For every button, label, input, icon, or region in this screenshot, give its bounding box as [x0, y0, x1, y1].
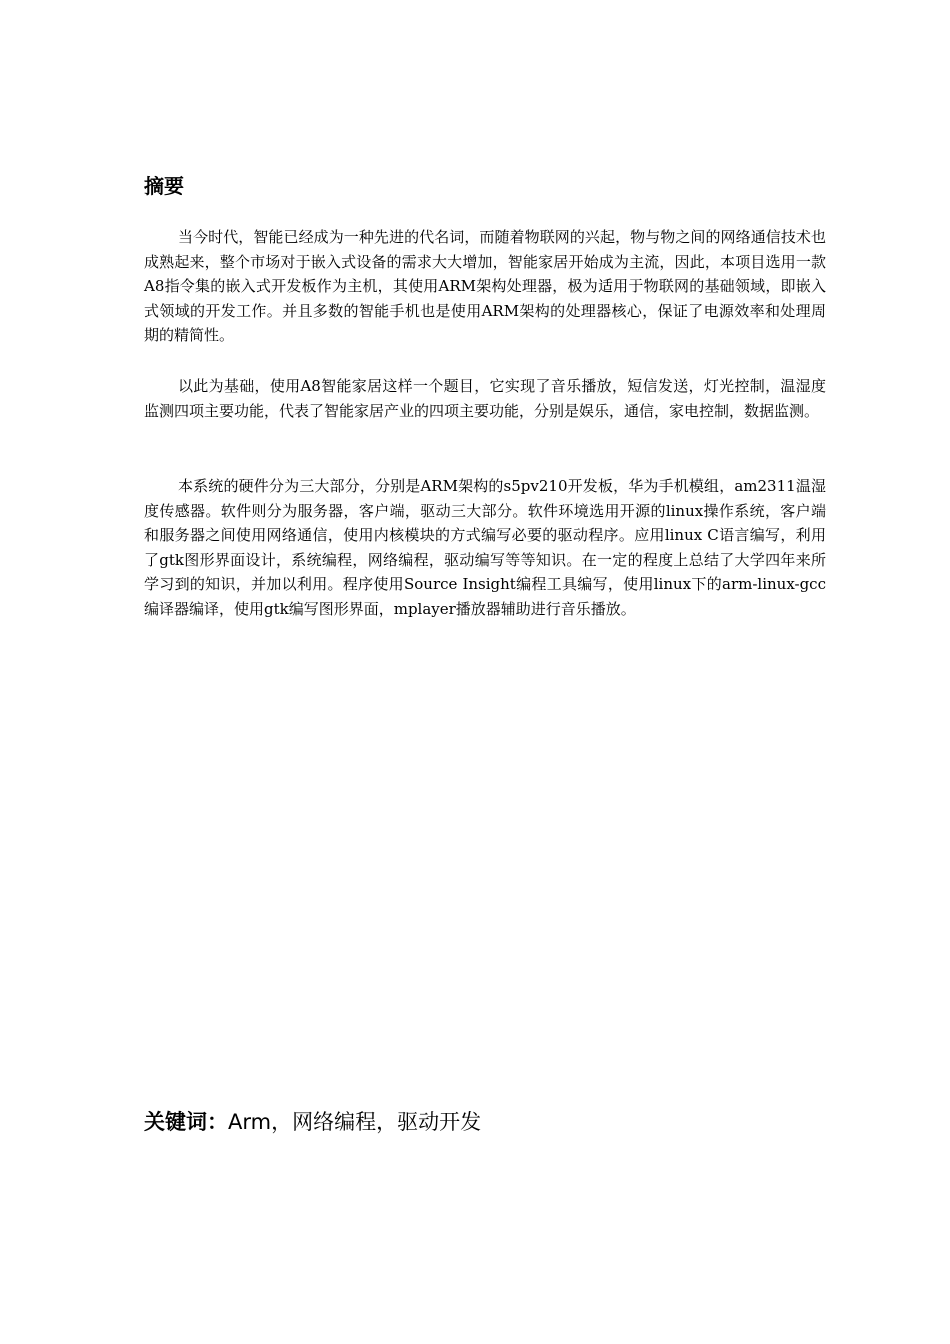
- abstract-paragraph-1: 当今时代，智能已经成为一种先进的代名词，而随着物联网的兴起，物与物之间的网络通信技术也成熟起来，整个市场对于嵌入式设备的需求大大增加，智能家居开始成为主流，因此，本项目选用一款A8指令集的嵌入式开发板作为主机，其使用ARM架构处理器，极为适用于物联网的基础领域，即嵌入式领域的开发工作。并且多数的智能手机也是使用ARM架构的处理器核心，保证了电源效率和处理周期的精简性。: [144, 228, 826, 344]
- abstract-paragraph-3: 本系统的硬件分为三大部分，分别是ARM架构的s5pv210开发板，华为手机模组，am2311温湿度传感器。软件则分为服务器，客户端，驱动三大部分。软件环境选用开源的linux操作系统，客户端和服务器之间使用网络通信，使用内核模块的方式编写必要的驱动程序。应用linux C语言编写，利用了gtk图形界面设计，系统编程，网络编程，驱动编写等等知识。在一定的程度上总结了大学四年来所学习到的知识，并加以利用。程序使用Source Insight编程工具编写，使用linux下的arm-linux-gcc编译器编译，使用gtk编写图形界面，mplayer播放器辅助进行音乐播放。: [144, 477, 826, 618]
- keywords-value: Arm，网络编程，驱动开发: [228, 1110, 482, 1134]
- abstract-heading: 摘要: [144, 174, 184, 198]
- abstract-paragraph-2: 以此为基础，使用A8智能家居这样一个题目，它实现了音乐播放，短信发送，灯光控制，温湿度监测四项主要功能，代表了智能家居产业的四项主要功能，分别是娱乐，通信，家电控制，数据监测。: [144, 377, 826, 420]
- keywords-line: [144, 1107, 481, 1137]
- keywords-label: 关键词：: [144, 1110, 228, 1134]
